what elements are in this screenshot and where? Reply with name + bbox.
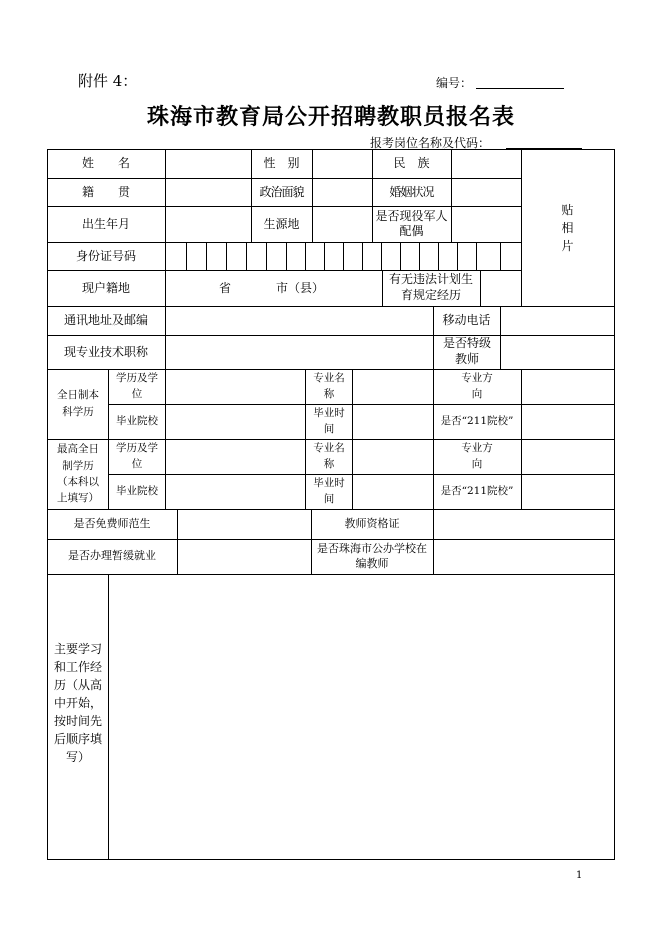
native-place-field[interactable]: [165, 178, 251, 206]
is211-label-2: 是否“211院校”: [440, 485, 514, 498]
political-status-label: 政治面貌: [259, 184, 304, 199]
mobile-field[interactable]: [500, 306, 614, 335]
special-teacher-field[interactable]: [500, 335, 614, 369]
marital-status-field[interactable]: [451, 178, 521, 206]
deferred-label: 是否办理暂缓就业: [68, 549, 156, 563]
deferred-field[interactable]: [177, 539, 311, 574]
experience-label-text: 主要学习和工作经历（从高中开始，按时间先后顺序填写）: [54, 642, 103, 764]
address-label: 通讯地址及邮编: [63, 313, 148, 328]
is211-label: 是否“211院校”: [440, 415, 514, 428]
mobile-label: 移动电话: [442, 313, 491, 328]
degree-label-2: 学历及学位: [116, 441, 158, 470]
family-planning-label: 有无违法计划生育规定经历: [388, 272, 473, 302]
school-label-2: 毕业院校: [116, 484, 158, 497]
address-field[interactable]: [165, 306, 433, 335]
highest-school-field[interactable]: [165, 474, 305, 509]
veteran-spouse-field[interactable]: [451, 206, 521, 242]
serial-label: 编号：: [436, 76, 473, 90]
fulltime-is211-field[interactable]: [521, 404, 614, 439]
origin-label: 生源地: [263, 216, 300, 231]
experience-label: [52, 640, 104, 780]
city-label: 市（县）: [275, 280, 324, 295]
fulltime-major-field[interactable]: [352, 369, 433, 404]
veteran-spouse-label: 是否现役军人配偶: [375, 209, 448, 238]
fulltime-grad-time-field[interactable]: [352, 404, 433, 439]
highest-is211-field[interactable]: [521, 474, 614, 509]
page-number: 1: [576, 870, 583, 881]
photo-placeholder: 贴 相 片: [561, 202, 574, 253]
highest-major-field[interactable]: [352, 439, 433, 474]
professional-title-label: 现专业技术职称: [63, 344, 148, 359]
major-label-2: 专业名称: [313, 441, 345, 470]
teacher-cert-field[interactable]: [433, 509, 614, 539]
degree-label: 学历及学位: [116, 371, 158, 400]
name-field[interactable]: [165, 149, 251, 178]
ethnicity-label: 民 族: [393, 156, 430, 171]
highest-grad-time-field[interactable]: [352, 474, 433, 509]
attachment-label: 附件 4：: [78, 72, 138, 90]
professional-title-field[interactable]: [165, 335, 433, 369]
birth-field[interactable]: [165, 206, 251, 242]
teacher-cert-label: 教师资格证: [344, 516, 400, 530]
school-label: 毕业院校: [116, 414, 158, 427]
birth-label: 出生年月: [81, 216, 130, 231]
family-planning-field[interactable]: [480, 270, 521, 306]
public-school-label: 是否珠海市公办学校在编教师: [317, 541, 427, 570]
household-label: 现户籍地: [81, 280, 130, 295]
direction-label: 专业方向: [461, 371, 493, 400]
fulltime-edu-label: 全日制本科学历: [57, 389, 99, 418]
highest-edu-label: 最高全日制学历（本科以上填写）: [57, 443, 99, 505]
province-label: 省: [218, 280, 231, 295]
political-status-field[interactable]: [312, 178, 372, 206]
fulltime-direction-field[interactable]: [521, 369, 614, 404]
major-label: 专业名称: [313, 371, 345, 400]
highest-degree-field[interactable]: [165, 439, 305, 474]
experience-field[interactable]: [108, 574, 614, 859]
gender-label: 性 别: [263, 156, 300, 171]
fulltime-school-field[interactable]: [165, 404, 305, 439]
marital-status-label: 婚姻状况: [389, 184, 434, 199]
special-teacher-label: 是否特级教师: [442, 336, 491, 366]
free-normal-field[interactable]: [177, 509, 311, 539]
grad-time-label: 毕业时间: [313, 406, 345, 435]
name-label: 姓 名: [81, 156, 130, 171]
public-school-field[interactable]: [433, 539, 614, 574]
gender-field[interactable]: [312, 149, 372, 178]
grad-time-label-2: 毕业时间: [313, 476, 345, 505]
page-title: 珠海市教育局公开招聘教职员报名表: [146, 104, 515, 130]
free-normal-label: 是否免费师范生: [73, 516, 151, 530]
highest-direction-field[interactable]: [521, 439, 614, 474]
id-number-label: 身份证号码: [75, 248, 136, 263]
id-number-field[interactable]: [165, 242, 521, 270]
fulltime-degree-field[interactable]: [165, 369, 305, 404]
post-label: 报考岗位名称及代码：: [370, 136, 491, 150]
direction-label-2: 专业方向: [461, 441, 493, 470]
native-place-label: 籍 贯: [81, 184, 130, 199]
ethnicity-field[interactable]: [451, 149, 521, 178]
origin-field[interactable]: [312, 206, 372, 242]
